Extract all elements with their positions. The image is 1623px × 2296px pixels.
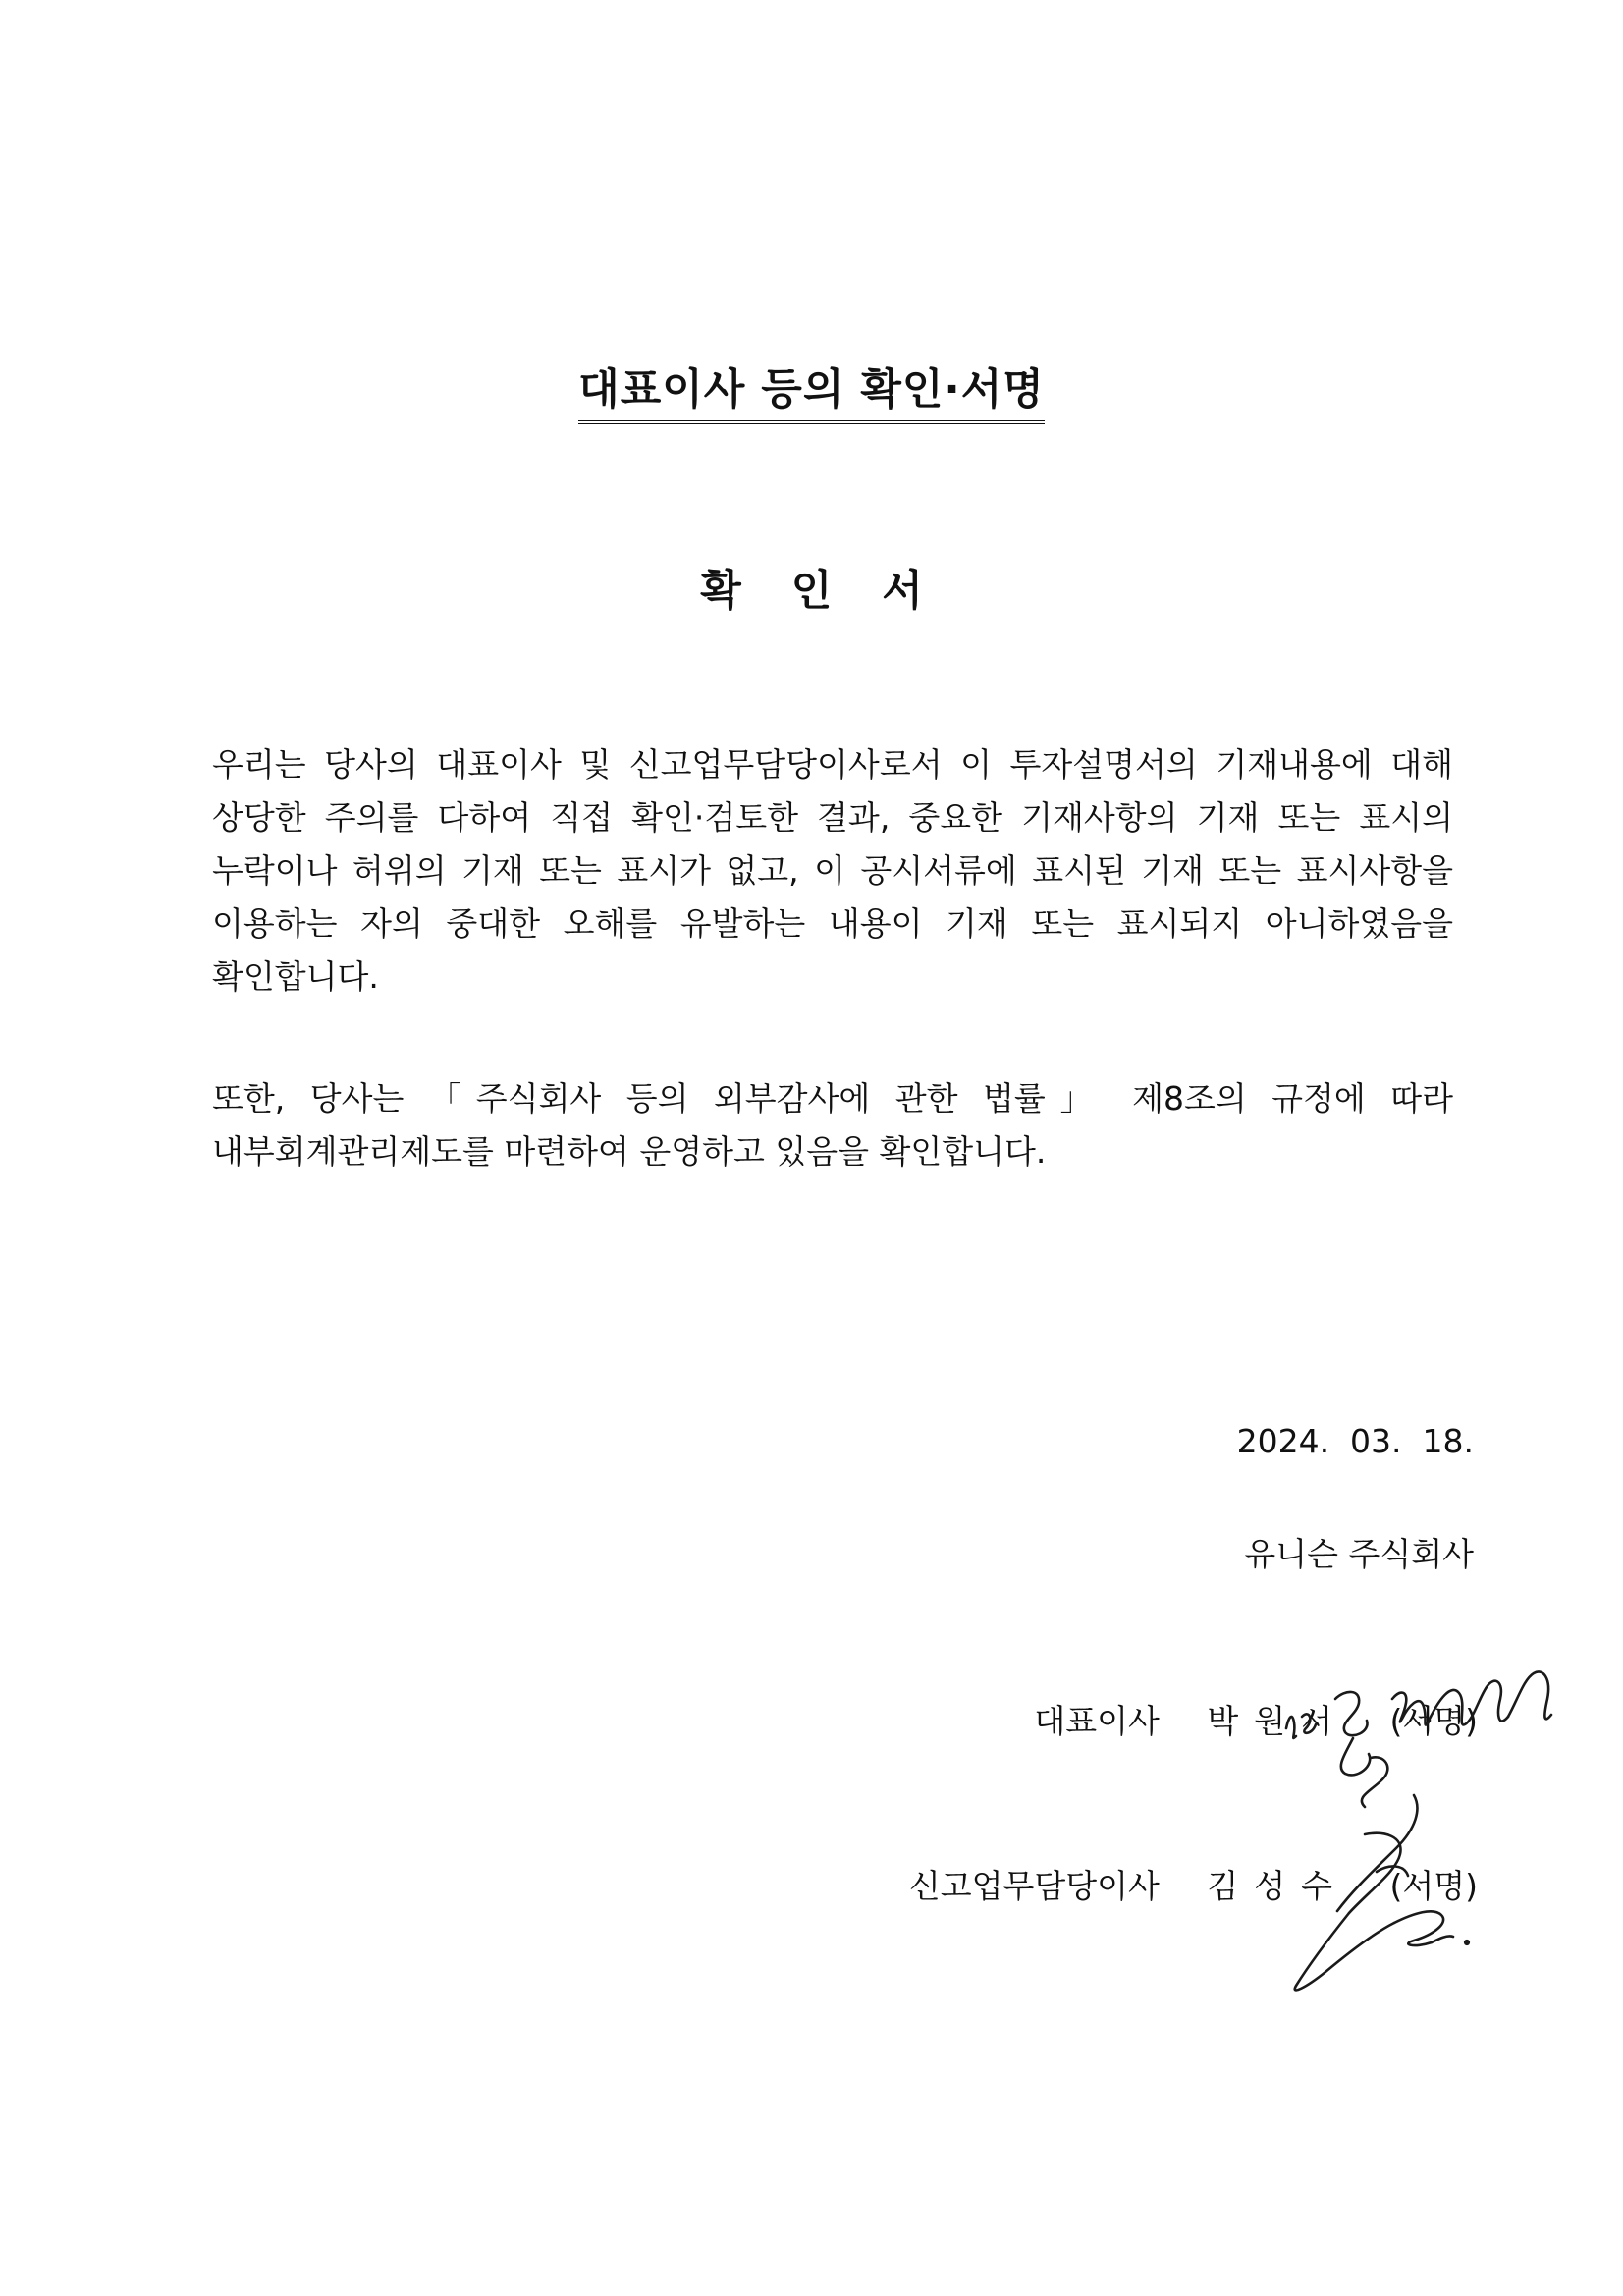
signatory-name: 박원서 bbox=[1207, 1702, 1348, 1740]
confirmation-paragraph: 우리는 당사의 대표이사 및 신고업무담당이사로서 이 투자설명서의 기재내용에 대해 상당한 주의를 다하여 직접 확인·검토한 결과, 중요한 기재사항의 기재 또는 표시의 누락이나 허위의 기재 또는 표시가 없고, 이 공시서류에 표시된 기재 또는 표시사항을 이용하는 자의 중대한 오해를 유발하는 내용이 기재 또는 표시되지 아니하였음을 확인합니다. bbox=[212, 745, 1453, 996]
signatory-role: 신고업무담당이사 bbox=[908, 1867, 1160, 1905]
internal-control-paragraph: 또한, 당사는 「주식회사 등의 외부감사에 관한 법률」 제8조의 규정에 따라 내부회계관리제도를 마련하여 운영하고 있음을 확인합니다. bbox=[212, 1079, 1453, 1171]
signature-mark-label: (서명) bbox=[1389, 1867, 1478, 1905]
document-date: 2024. 03. 18. bbox=[1236, 1422, 1474, 1460]
signatory-ceo bbox=[1034, 1696, 1478, 1742]
handwritten-signature-ceo bbox=[1276, 1660, 1571, 1827]
signatory-role: 대표이사 bbox=[1034, 1702, 1160, 1740]
page-title-text: 대표이사 등의 확인·서명 bbox=[578, 366, 1045, 424]
signatory-disclosure-officer bbox=[909, 1861, 1478, 1907]
company-name: 유니슨 주식회사 bbox=[1244, 1535, 1474, 1573]
page-title bbox=[0, 365, 1623, 424]
document-subtitle: 확 인 서 bbox=[700, 567, 941, 616]
signature-mark-label: (서명) bbox=[1389, 1702, 1478, 1740]
signatory-name: 김성수 bbox=[1207, 1867, 1348, 1905]
